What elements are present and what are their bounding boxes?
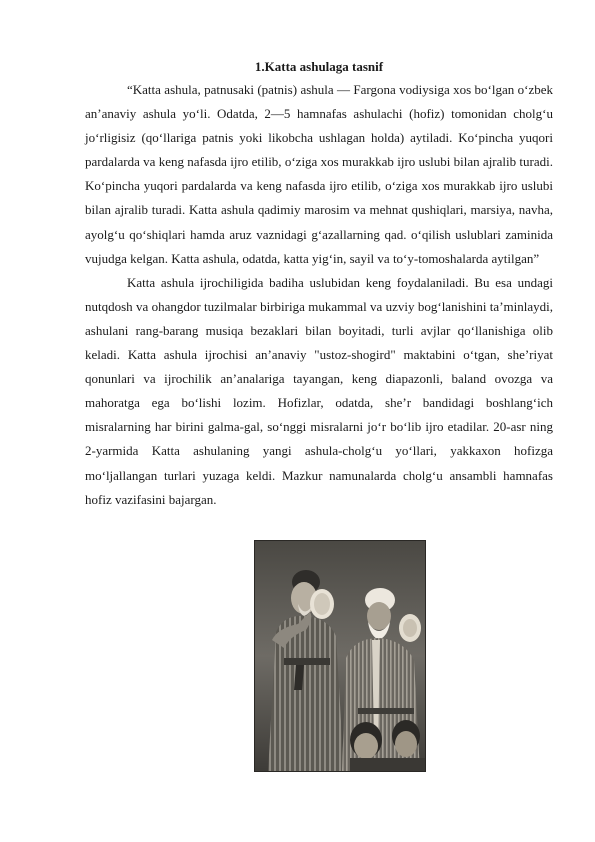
section-title: 1.Katta ashulaga tasnif <box>254 59 384 74</box>
singers-photograph <box>254 540 426 772</box>
paragraph-2: Katta ashula ijrochiligida badiha uslubidan keng foydalaniladi. Bu esa undagi nutqdosh va ohangdor tuzilmalar birbiriga mukammal va uzviy bog‘lanishini ta’minlaydi, ashulani rang-barang musiqa bezaklari bilan boyitadi, turli avjlar qo‘llanishiga olib keladi. Katta ashula ijrochisi an’anaviy "ustoz-shogird" maktabini o‘tgan, she’riyat qonunlari va ijrochilik an’analariga tayangan, keng diapazonli, baland ovozga va mahoratga ega bo‘lishi lozim. Hofizlar, odatda, she’r bandidagi boshlang‘ich misralarning har birini galma-gal, so‘nggi misralarni jo‘r bo‘lib ijro etadilar. 20-asr ning 2-yarmida Katta ashulaning yangi ashula-cholg‘u yo‘llari, yakkaxon hofizga mo‘ljallangan turlari yuzaga keldi. Mazkur namunalarda cholg‘u ansambli hamnafas hofiz vazifasini bajargan. <box>85 274 553 507</box>
body-text <box>85 78 553 512</box>
paragraph-1: “Katta ashula, patnusaki (patnis) ashula — Fargona vodiysiga xos bo‘lgan o‘zbek an’anaviy ashula yo‘li. Odatda, 2—5 hamnafas ashulachi (hofiz) tomonidan cholg‘u jo‘rligisiz (qo‘llariga patnis yoki likobcha ushlagan holda) aytiladi. Ko‘pincha yuqori pardalarda va keng nafasda ijro etilib, o‘ziga xos murakkab ijro uslubi bilan ajralib turadi. Ko‘pincha yuqori pardalarda va keng nafasda ijro etilib, o‘ziga xos murakkab ijro uslubi bilan ajralib turadi. Katta ashula qadimiy marosim va mehnat qushiqlari, marsiya, navha, ayolg‘u qo‘shiqlari hamda aruz vaznidagi g‘azallarning qad. o‘qilish uslublari zaminida vujudga kelgan. Katta ashula, odatda, katta yig‘in, sayil va to‘y-tomoshalarda aytilgan” <box>85 82 553 266</box>
